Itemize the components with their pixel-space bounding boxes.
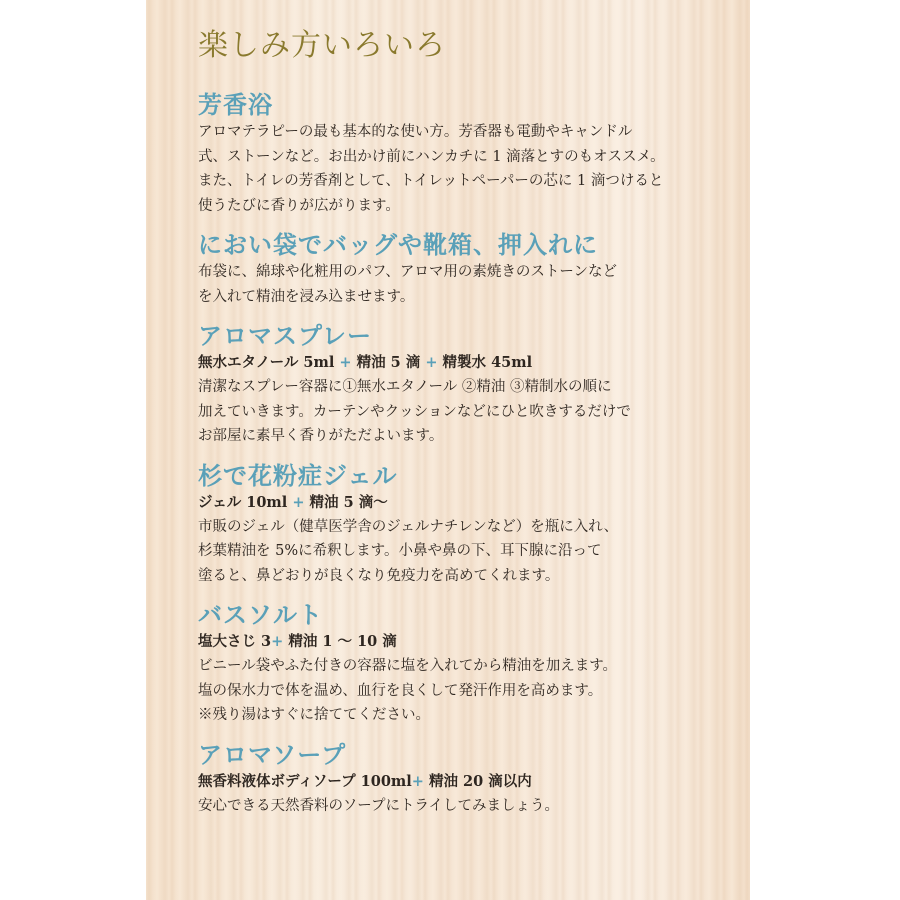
- body-text-line: 杉葉精油を 5%に希釈します。小鼻や鼻の下、耳下腺に沿って: [198, 543, 602, 559]
- page-title: 楽しみ方いろいろ: [198, 28, 446, 63]
- wood-panel: [146, 0, 750, 900]
- plus-symbol: +: [271, 633, 284, 650]
- section: [198, 461, 738, 589]
- section: [198, 321, 738, 449]
- recipe-ingredient: 精油 20 滴以内: [423, 772, 532, 790]
- body-text-line: 布袋に、綿球や化粧用のパフ、アロマ用の素焼きのストーンなど: [198, 264, 618, 280]
- section-heading: 芳香浴: [198, 90, 273, 119]
- body-text-line: ※残り湯はすぐに捨ててください。: [198, 707, 430, 723]
- recipe-line: [198, 351, 738, 375]
- body-text-line: 市販のジェル（健草医学舎のジェルナチレンなど）を瓶に入れ、: [198, 518, 619, 535]
- recipe-line: [198, 491, 738, 515]
- section: [198, 600, 738, 728]
- section-heading: バスソルト: [198, 600, 323, 629]
- body-text-line: お部屋に素早く香りがただよいます。: [198, 428, 444, 444]
- recipe-ingredient: 無水エタノール 5ml: [198, 354, 340, 371]
- section-heading: におい袋でバッグや靴箱、押入れに: [198, 230, 598, 259]
- section-heading: アロマスプレー: [198, 321, 373, 350]
- body-text-line: を入れて精油を浸み込ませます。: [198, 288, 415, 305]
- plus-symbol: +: [339, 354, 352, 371]
- recipe-ingredient: 無香料液体ボディソープ 100ml: [198, 772, 412, 790]
- recipe-line: [198, 630, 738, 654]
- plus-symbol: +: [292, 493, 305, 511]
- recipe-ingredient: 精油 5 滴〜: [304, 493, 388, 511]
- body-text-line: 式、ストーンなど。お出かけ前にハンカチに 1 滴落とすのもオススメ。: [198, 148, 665, 165]
- recipe-ingredient: 塩大さじ 3: [198, 633, 272, 650]
- recipe-line: [198, 770, 738, 794]
- body-text-line: ビニール袋やふた付きの容器に塩を入れてから精油を加えます。: [198, 658, 618, 674]
- body-text-line: 加えていきます。カーテンやクッションなどにひと吹きするだけで: [198, 403, 631, 420]
- section: [198, 90, 738, 218]
- recipe-ingredient: ジェル 10ml: [198, 493, 293, 511]
- content-column: [198, 24, 738, 830]
- section: [198, 740, 738, 819]
- section-heading: アロマソープ: [198, 739, 347, 769]
- section: [198, 230, 738, 309]
- recipe-ingredient: 精製水 45ml: [437, 354, 533, 371]
- section-heading: 杉で花粉症ジェル: [198, 460, 398, 490]
- body-text-line: アロマテラピーの最も基本的な使い方。芳香器も電動やキャンドル: [198, 124, 633, 140]
- body-text-line: 清潔なスプレー容器に①無水エタノール ②精油 ③精制水の順に: [198, 379, 612, 395]
- plus-symbol: +: [411, 772, 424, 790]
- plus-symbol: +: [425, 354, 438, 371]
- body-text-line: 安心できる天然香料のソープにトライしてみましょう。: [198, 797, 560, 814]
- recipe-ingredient: 精油 1 〜 10 滴: [283, 633, 397, 650]
- recipe-ingredient: 精油 5 滴: [351, 354, 426, 371]
- body-text-line: また、トイレの芳香剤として、トイレットペーパーの芯に 1 滴つけると: [198, 173, 664, 189]
- body-text-line: 塗ると、鼻どおりが良くなり免疫力を高めてくれます。: [198, 567, 560, 584]
- sections-list: [198, 90, 738, 818]
- body-text-line: 使うたびに香りが広がります。: [198, 197, 400, 214]
- body-text-line: 塩の保水力で体を温め、血行を良くして発汗作用を高めます。: [198, 682, 603, 699]
